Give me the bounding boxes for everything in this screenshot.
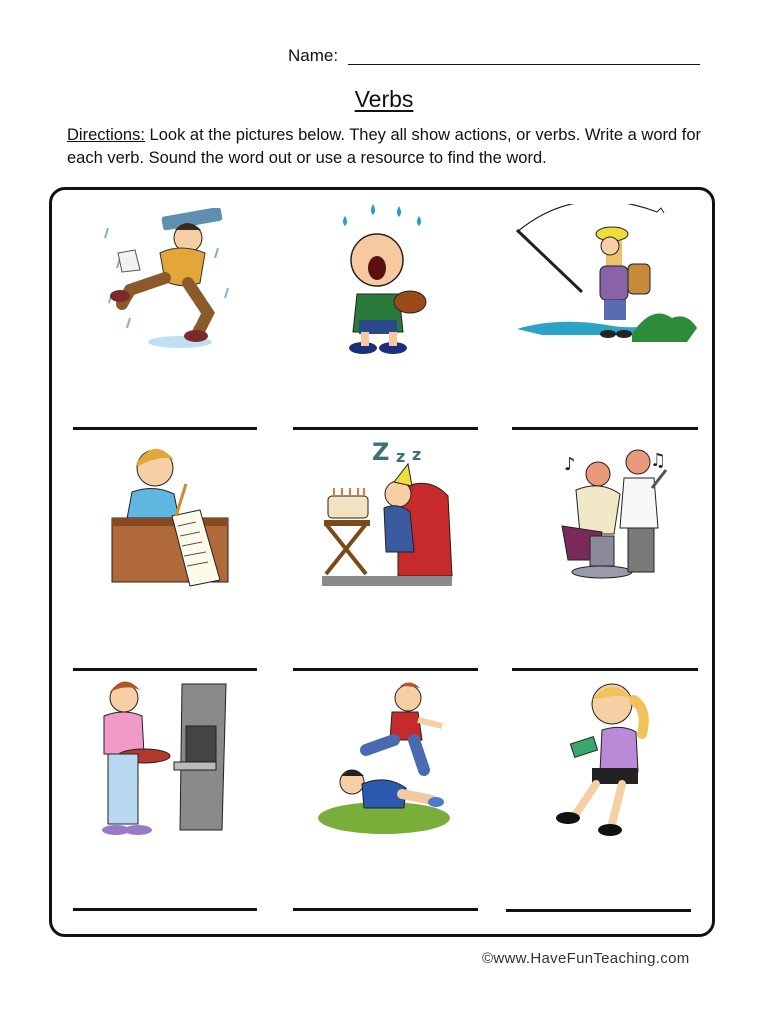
reading-girl-icon [552,680,662,842]
answer-line-8[interactable] [293,908,478,911]
copyright-footer: ©www.HaveFunTeaching.com [482,950,690,967]
svg-text:♫: ♫ [650,450,667,471]
name-answer-line[interactable] [348,64,700,65]
directions-label: Directions: [67,126,145,144]
running-in-rain-icon [100,208,240,353]
crying-boy-icon [335,202,435,362]
svg-text:z: z [396,447,406,466]
directions-text: Look at the pictures below. They all show actions, or verbs. Write a word for each verb. Sound the word out or use a resource to find the word. [67,126,702,167]
writing-boy-icon [110,442,230,587]
baking-woman-icon [96,676,236,838]
name-label: Name: [288,46,339,65]
answer-line-2[interactable] [293,427,478,430]
svg-text:z: z [412,445,422,464]
answer-line-7[interactable] [73,908,257,911]
page-title: Verbs [354,86,414,112]
svg-text:Z: Z [372,438,390,466]
answer-line-3[interactable] [512,427,698,430]
answer-line-1[interactable] [73,427,257,430]
fishing-girl-icon [512,204,700,349]
tripping-boys-icon [318,680,454,838]
answer-line-5[interactable] [293,668,478,671]
singing-barbers-icon [540,436,672,584]
directions [67,124,707,170]
svg-text:♪: ♪ [564,454,576,475]
answer-line-6[interactable] [512,668,698,671]
sleeping-old-man-icon [320,434,454,592]
answer-line-4[interactable] [73,668,257,671]
answer-line-9[interactable] [506,909,691,912]
